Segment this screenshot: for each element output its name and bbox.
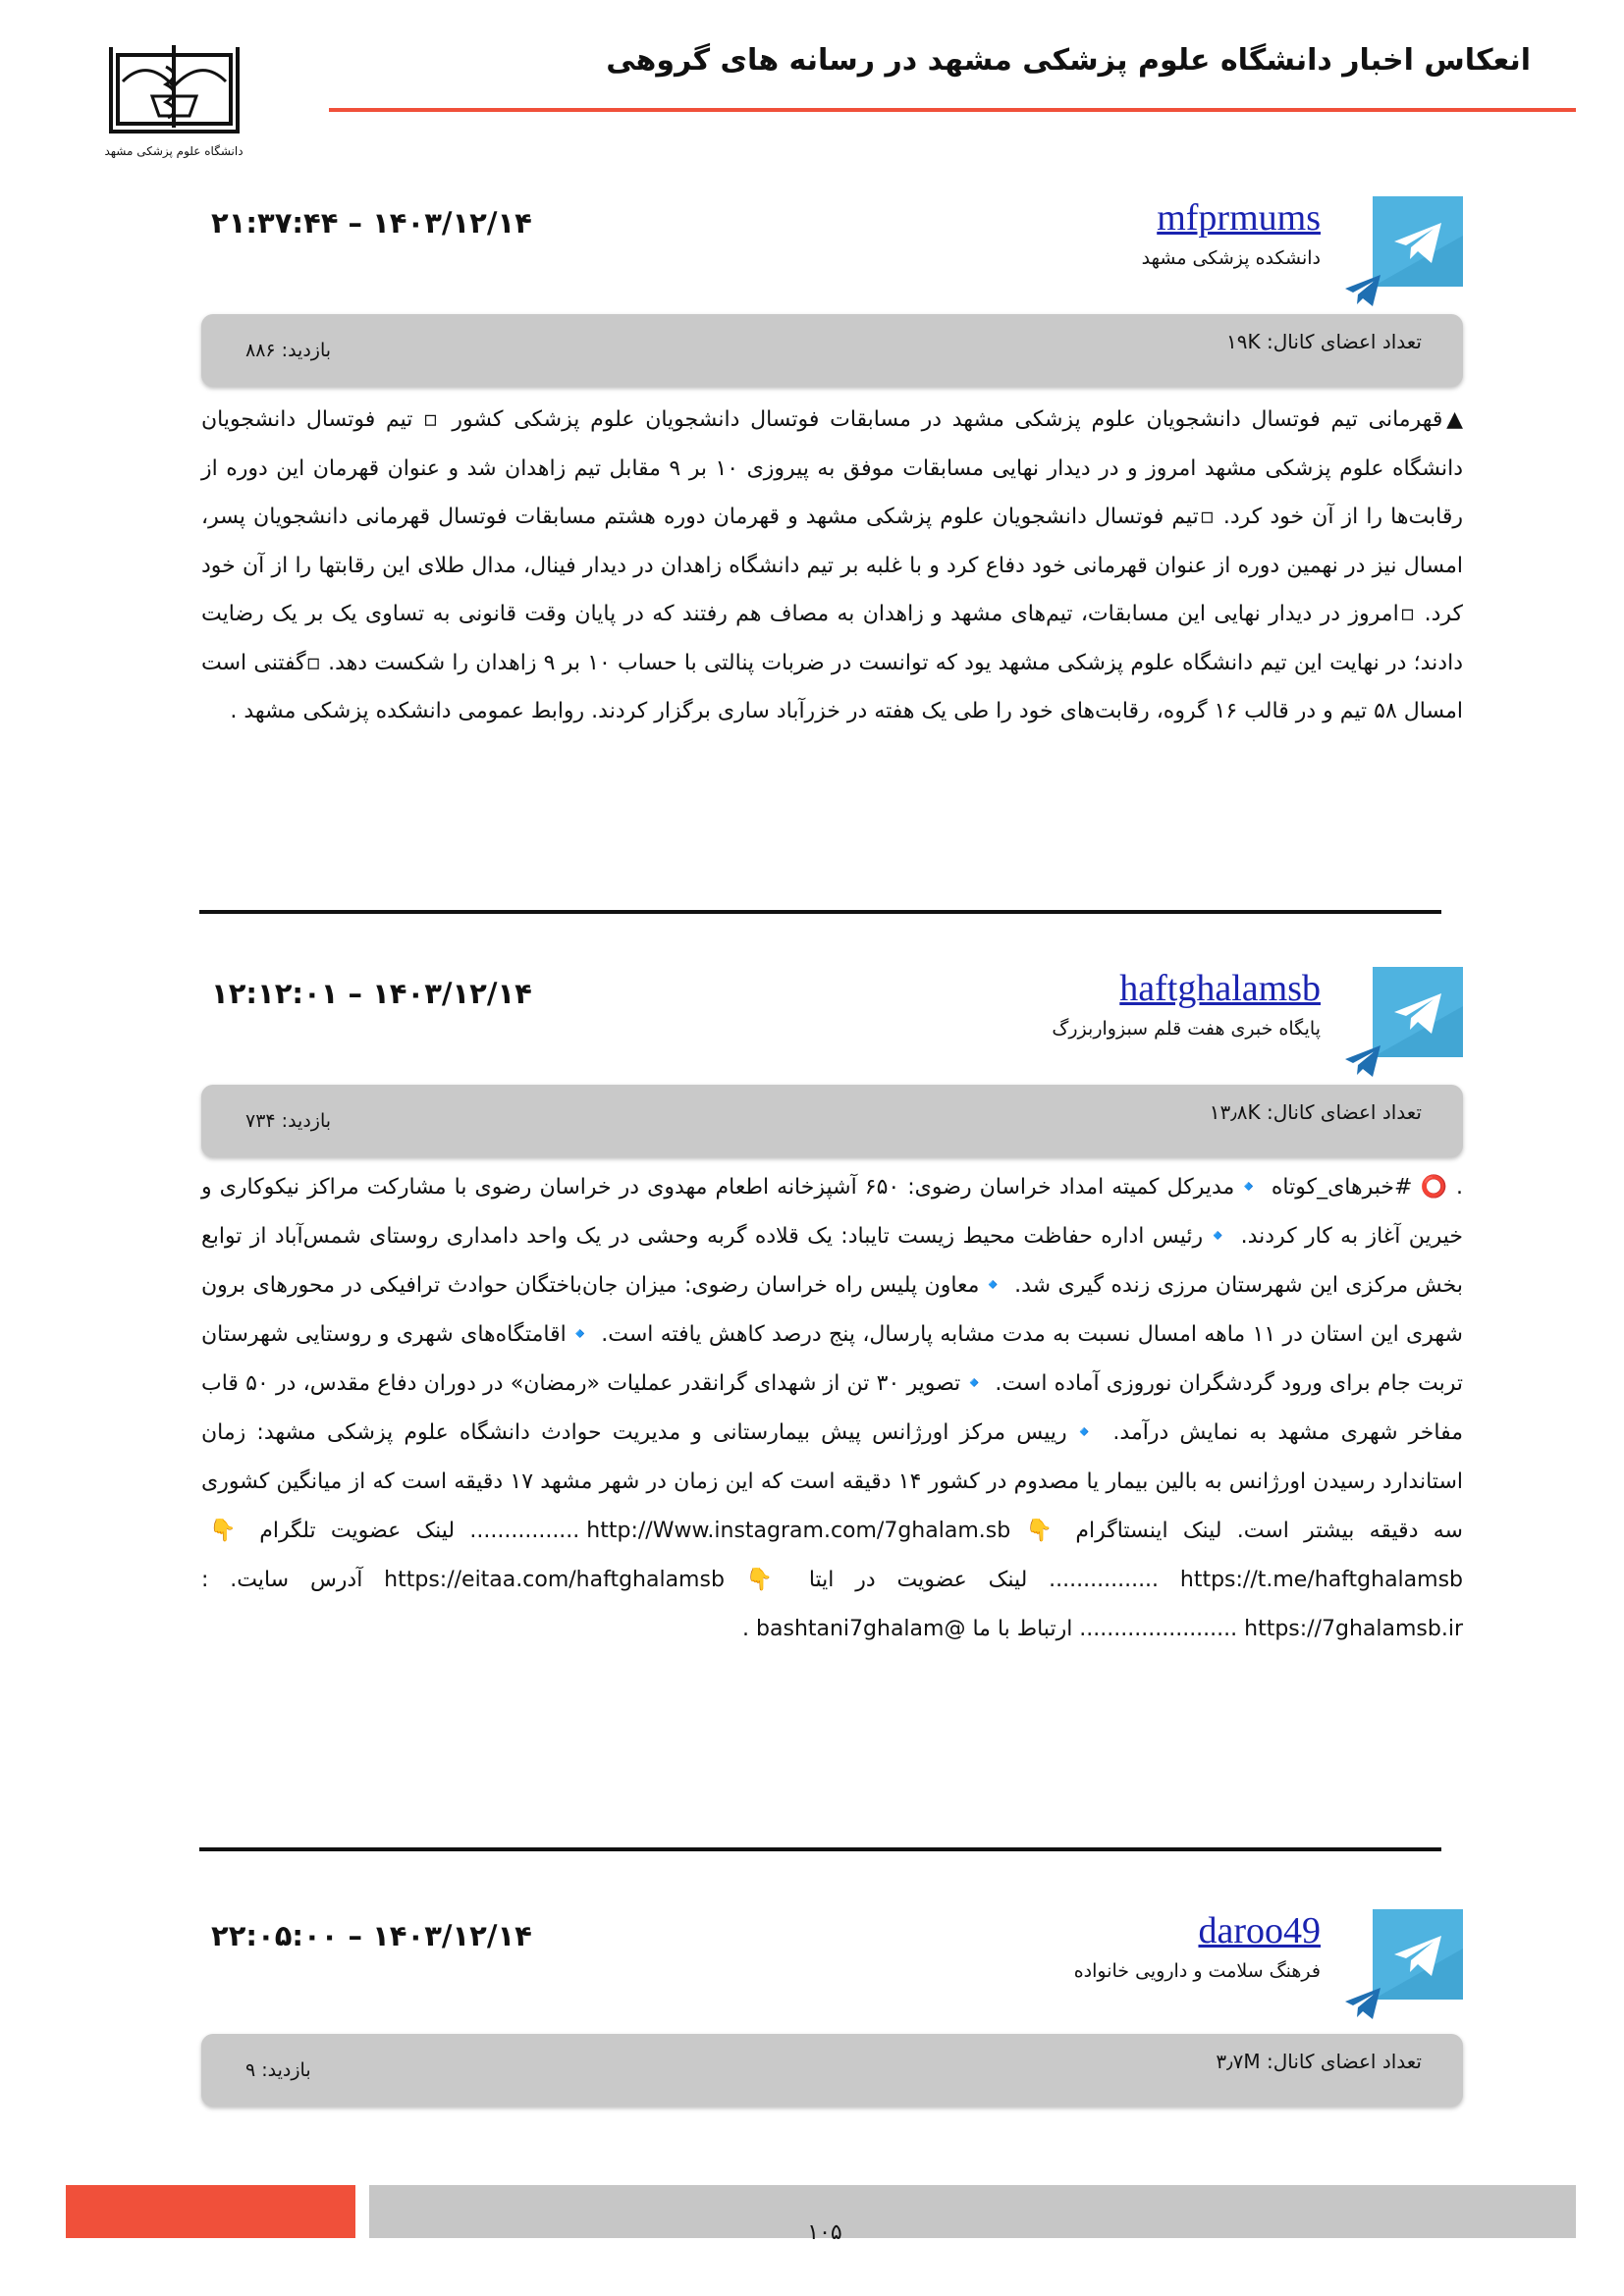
channel-name-link[interactable]: haftghalamsb <box>1119 968 1321 1009</box>
member-count: تعداد اعضای کانال: ۱۹K <box>1226 330 1422 353</box>
telegram-small-icon <box>1343 271 1382 310</box>
post-card <box>196 1909 1463 2106</box>
member-count: تعداد اعضای کانال: ۱۳٫۸K <box>1209 1100 1422 1124</box>
page-header-title: انعکاس اخبار دانشگاه علوم پزشکی مشهد در رسانه های گروهی <box>606 43 1531 78</box>
page-number: ۱۰۵ <box>807 2220 842 2245</box>
channel-description: دانشکده پزشکی مشهد <box>1141 247 1321 269</box>
university-logo <box>103 37 245 165</box>
post-separator <box>199 910 1441 914</box>
post-separator <box>199 1847 1441 1851</box>
telegram-small-icon <box>1343 1041 1382 1081</box>
member-count: تعداد اعضای کانال: ۳٫۷M <box>1216 2050 1422 2073</box>
telegram-icon <box>1373 196 1463 287</box>
view-count: بازدید: ۹ <box>245 2059 311 2081</box>
footer-bar <box>369 2185 1576 2238</box>
post-datetime: ۲۱:۳۷:۴۴ – ۱۴۰۳/۱۲/۱۴ <box>211 206 532 240</box>
post-text: . ⭕ #خبرهای_کوتاه 🔹مدیرکل کمیته امداد خراسان رضوی: ۶۵۰ آشپزخانه اطعام مهدوی در خراسان رضوی با مشارکت مراکز نیکوکاری و خیرین آغاز به کار کردند. 🔹رئیس اداره حفاظت محیط زیست تایباد: یک قلاده گربه وحشی در یک واحد دامداری روستای شمس‌آباد از توابع بخش مرکزی این شهرستان مرزی زنده گیری شد. 🔹معاون پلیس راه خراسان رضوی: میزان جان‌باختگان حوادث ترافیکی در محورهای برون شهری این استان در ۱۱ ماهه امسال نسبت به مدت مشابه پارسال، پنج درصد کاهش یافته است. 🔹اقامتگاه‌های شهری و روستایی شهرستان تربت جام برای ورود گردشگران نوروزی آماده است. 🔹تصویر ۳۰ تن از شهدای گرانقدر عملیات «رمضان» در دوران دفاع مقدس، در ۵۰ قاب مفاخر شهری مشهد به نمایش درآمد. 🔹رییس مرکز اورژانس پیش بیمارستانی و مدیریت حوادث دانشگاه علوم پزشکی مشهد: زمان استاندارد رسیدن اورژانس به بالین بیمار یا مصدوم در کشور ۱۴ دقیقه است که این زمان در شهر مشهد ۱۷ دقیقه است که از میانگین کشوری سه دقیقه بیشتر است. لینک اینستاگرام 👇 http://Www.instagram.com/7ghalam.sb ................ لینک عضویت تلگرام 👇 https://t.me/haftghalamsb ................ لینک عضویت در ایتا 👇 https://eitaa.com/haftghalamsb آدرس سایت. : https://7ghalamsb.ir ....................... ارتباط با ما @bashtani7ghalam . <box>201 1175 1463 1641</box>
telegram-small-icon <box>1343 1984 1382 2023</box>
stats-bar <box>201 1085 1463 1157</box>
post-card <box>196 967 1463 1782</box>
post-datetime: ۲۲:۰۵:۰۰ – ۱۴۰۳/۱۲/۱۴ <box>211 1919 532 1952</box>
channel-name-link[interactable]: mfprmums <box>1157 197 1321 239</box>
post-card <box>196 196 1463 844</box>
telegram-icon <box>1373 1909 1463 2000</box>
logo-caption: دانشگاه علوم پزشکی مشهد <box>104 144 244 158</box>
channel-name-link[interactable]: daroo49 <box>1198 1910 1321 1951</box>
footer-accent-bar <box>66 2185 355 2238</box>
stats-bar <box>201 2034 1463 2107</box>
channel-description: فرهنگ سلامت و دارویی خانواده <box>1073 1960 1321 1982</box>
post-datetime: ۱۲:۱۲:۰۱ – ۱۴۰۳/۱۲/۱۴ <box>211 977 532 1010</box>
telegram-icon <box>1373 967 1463 1057</box>
view-count: بازدید: ۸۸۶ <box>245 340 332 361</box>
view-count: بازدید: ۷۳۴ <box>245 1110 332 1132</box>
channel-description: پایگاه خبری هفت قلم سبزواربزرگ <box>1052 1018 1321 1040</box>
post-text: ▲قهرمانی تیم فوتسال دانشجویان علوم پزشکی مشهد در مسابقات فوتسال دانشجویان علوم پزشکی کشور ▫ تیم فوتسال دانشجویان دانشگاه علوم پزشکی مشهد امروز و در دیدار نهایی مسابقات موفق به پیروزی ۱۰ بر ۹ مقابل تیم زاهدان شد و عنوان قهرمان این دوره از رقابت‌ها را از آن خود کرد. ▫تیم فوتسال دانشجویان علوم پزشکی مشهد و قهرمان دوره هشتم مسابقات فوتسال قهرمانی دانشجویان پسر، امسال نیز در نهمین دوره از عنوان قهرمانی خود دفاع کرد و با غلبه بر تیم دانشگاه زاهدان در دیدار فینال، مدال طلای این رقابتها را از آن خود کرد. ▫امروز در دیدار نهایی این مسابقات، تیم‌های مشهد و زاهدان به مصاف هم رفتند که در پایان وقت قانونی به تساوی یک بر یک رضایت دادند؛ در نهایت این تیم دانشگاه علوم پزشکی مشهد یود که توانست در ضربات پنالتی با حساب ۱۰ بر ۹ زاهدان را شکست دهد. ▫گفتنی است امسال ۵۸ تیم و در قالب ۱۶ گروه، رقابت‌های خود را طی یک هفته در خزرآباد ساری برگزار کردند. روابط عمومی دانشکده پزشکی مشهد . <box>201 407 1464 723</box>
stats-bar <box>201 314 1463 387</box>
header-divider <box>329 108 1576 112</box>
